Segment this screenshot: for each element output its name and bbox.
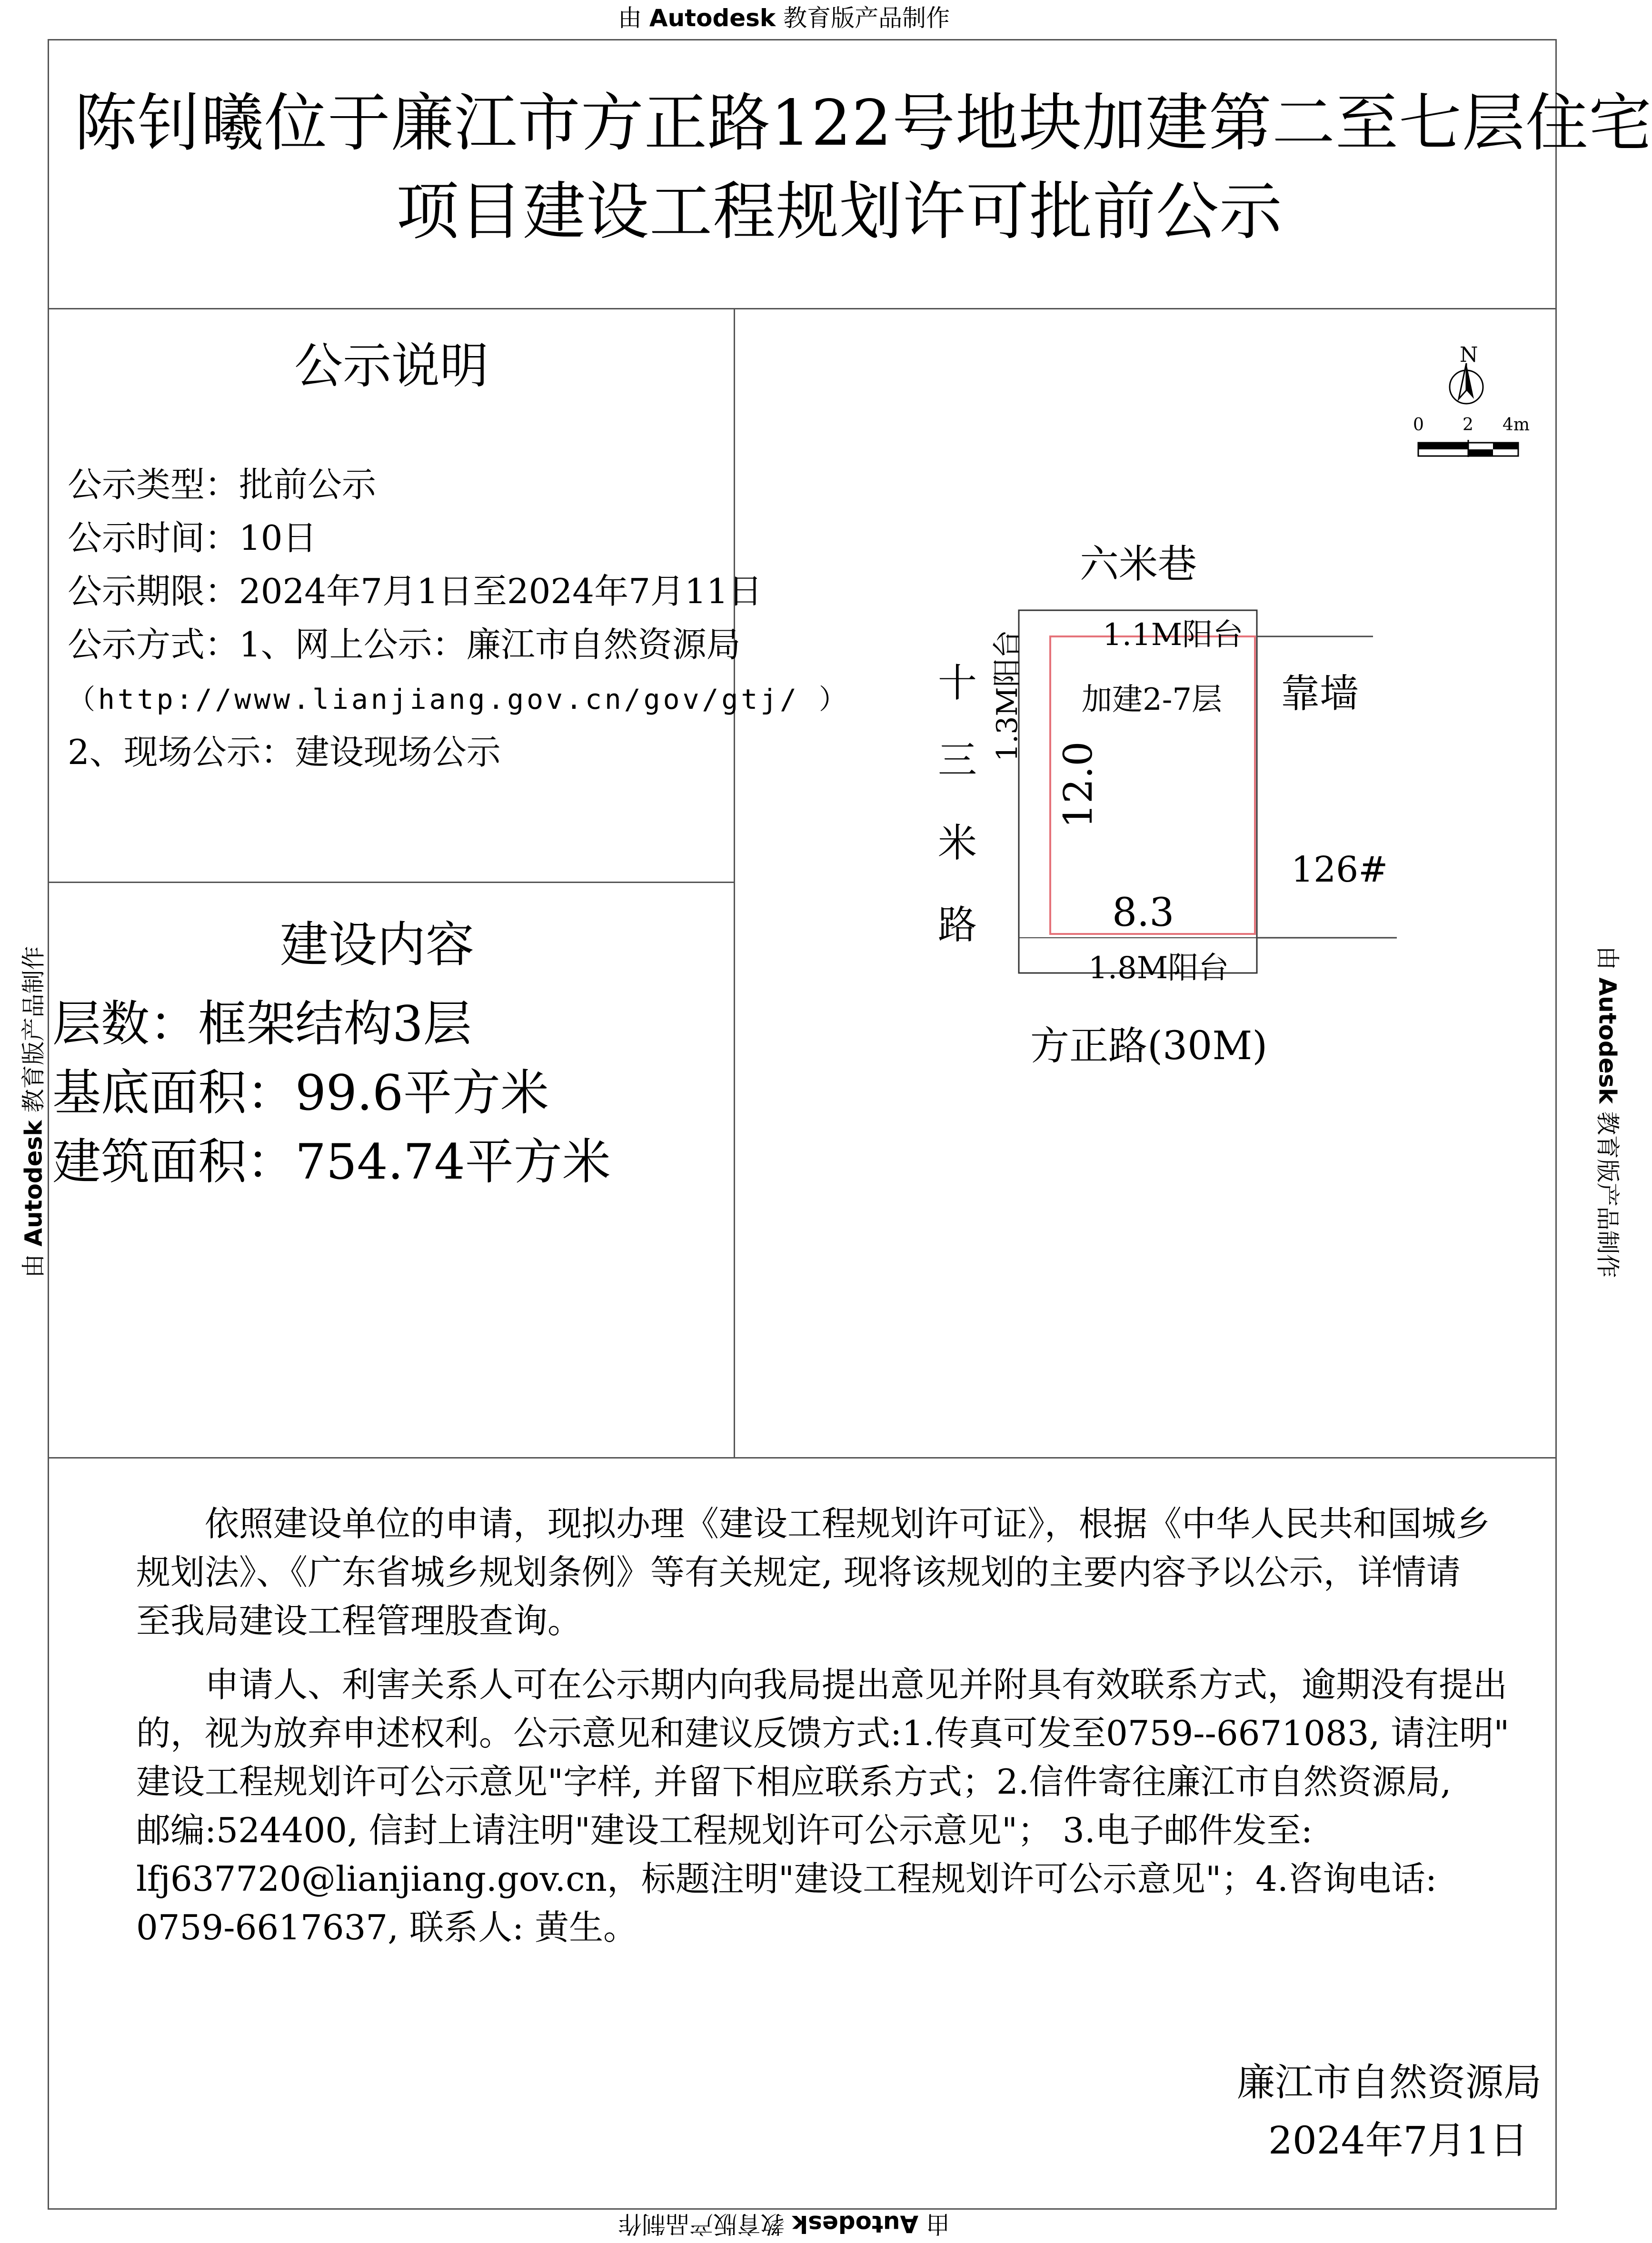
- balcony-north-label: 1.1M阳台: [1103, 617, 1244, 653]
- dimension-depth: 12.0: [1056, 741, 1101, 828]
- road-north-label: 六米巷: [1080, 542, 1197, 587]
- road-west-char-2: 三: [938, 738, 977, 783]
- para2-line4: 邮编:524400, 信封上请注明"建设工程规划许可公示意见"； 3.电子邮件发至:: [136, 1810, 1313, 1850]
- signature-org: 廉江市自然资源局: [1237, 2060, 1542, 2104]
- para1-line3: 至我局建设工程管理股查询。: [136, 1601, 582, 1641]
- signature-date: 2024年7月1日: [1268, 2118, 1528, 2163]
- construction-base-area: 基底面积：99.6平方米: [52, 1065, 549, 1122]
- para2-line2: 的，视为放弃申述权利。公示意见和建议反馈方式:1.传真可发至0759--6671083, 请注明": [136, 1713, 1510, 1753]
- balcony-south-label: 1.8M阳台: [1088, 951, 1229, 986]
- north-arrow-icon: [1450, 363, 1483, 404]
- north-label: N: [1460, 343, 1478, 367]
- road-west-char-3: 米: [938, 821, 977, 866]
- road-south-label: 方正路(30M): [1030, 1023, 1268, 1069]
- dimension-width: 8.3: [1112, 890, 1174, 935]
- notice-onsite: 2、现场公示：建设现场公示: [68, 732, 501, 772]
- para1-line2: 规划法》、《广东省城乡规划条例》等有关规定, 现将该规划的主要内容予以公示，详情请: [136, 1552, 1461, 1592]
- balcony-west-label: 1.3M阳台: [991, 630, 1024, 762]
- para2-line3: 建设工程规划许可公示意见"字样, 并留下相应联系方式；2.信件寄往廉江市自然资源局,: [136, 1762, 1452, 1802]
- notice-method: 公示方式：1、网上公示：廉江市自然资源局: [68, 625, 741, 665]
- watermark-top: 由 Autodesk 教育版产品制作: [618, 4, 950, 32]
- neighbor-label: 126#: [1291, 849, 1388, 890]
- notice-url: （http://www.lianjiang.gov.cn/gov/gtj/ ）: [68, 683, 850, 715]
- notice-heading: 公示说明: [294, 338, 488, 395]
- para2-line5: lfj637720@lianjiang.gov.cn，标题注明"建设工程规划许可公示意见"；4.咨询电话:: [136, 1859, 1437, 1899]
- para2-line1: 申请人、利害关系人可在公示期内向我局提出意见并附具有效联系方式，逾期没有提出: [205, 1665, 1508, 1705]
- para2-line6: 0759-6617637, 联系人: 黄生。: [136, 1907, 638, 1947]
- road-west-char-4: 路: [938, 903, 977, 948]
- construction-heading: 建设内容: [280, 917, 474, 973]
- scale-label-0: 0: [1413, 415, 1424, 435]
- scale-bar: [1418, 440, 1518, 457]
- notice-duration: 公示时间：10日: [68, 518, 317, 558]
- east-wall-label: 靠墙: [1281, 671, 1359, 716]
- para1-line1: 依照建设单位的申请，现拟办理《建设工程规划许可证》，根据《中华人民共和国城乡: [205, 1504, 1491, 1544]
- construction-floor-area: 建筑面积：754.74平方米: [52, 1134, 611, 1191]
- site-plan-drawing: [735, 309, 1555, 1457]
- notice-type: 公示类型：批前公示: [68, 465, 377, 505]
- watermark-bottom: 由 Autodesk 教育版产品制作: [618, 2210, 950, 2238]
- page-title-line2: 项目建设工程规划许可批前公示: [396, 175, 1283, 248]
- construction-floors: 层数：框架结构3层: [52, 996, 472, 1052]
- scale-label-2: 2: [1463, 415, 1473, 435]
- building-label: 加建2-7层: [1082, 682, 1223, 717]
- page-title-line1: 陈钊曦位于廉江市方正路122号地块加建第二至七层住宅: [74, 87, 1652, 160]
- road-west-char-1: 十: [938, 661, 977, 706]
- watermark-right: 由 Autodesk 教育版产品制作: [1593, 946, 1622, 1278]
- announcement-body: [136, 1499, 1517, 1952]
- scale-label-4: 4m: [1503, 415, 1530, 435]
- notice-period: 公示期限：2024年7月1日至2024年7月11日: [68, 571, 763, 611]
- watermark-left: 由 Autodesk 教育版产品制作: [20, 946, 48, 1278]
